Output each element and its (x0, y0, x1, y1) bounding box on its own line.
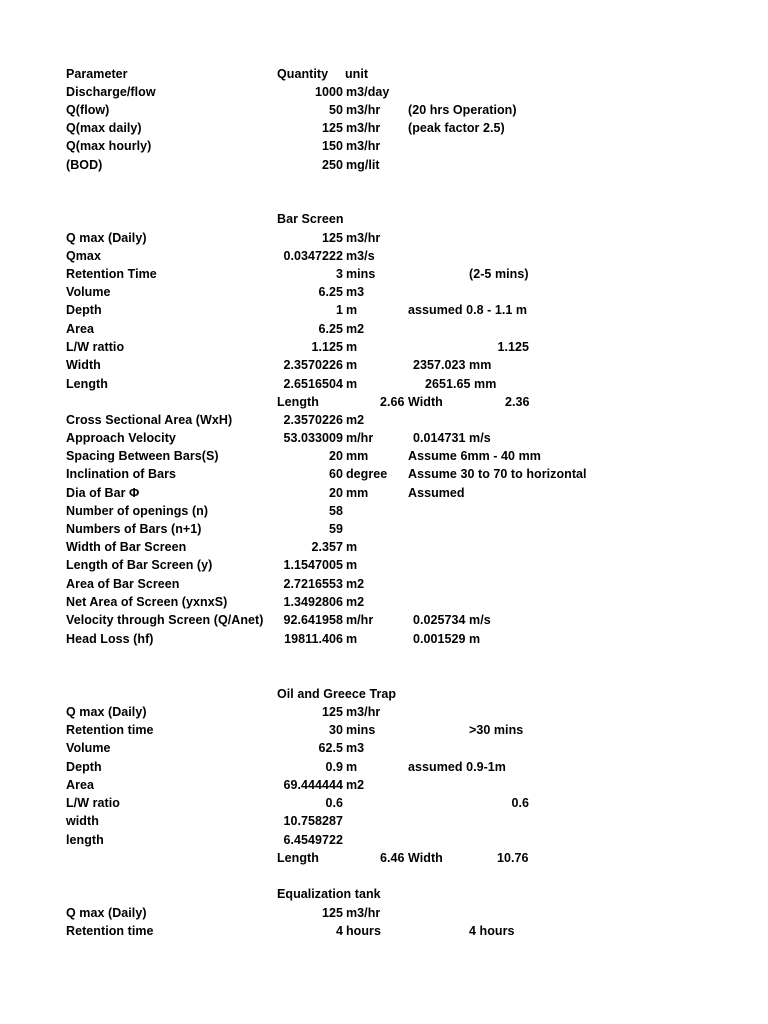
summary-width-value: 2.36 (505, 395, 530, 409)
table-row (0, 101, 768, 119)
row-unit: m3/hr (346, 906, 381, 920)
table-row (0, 630, 768, 648)
section-title-row (0, 685, 768, 703)
row-unit: m (346, 632, 358, 646)
row-label: Width (66, 358, 101, 372)
row-label: Q(max daily) (66, 121, 142, 135)
row-quantity: 1.3492806 (283, 595, 343, 609)
row-label: Net Area of Screen (yxnxS) (66, 595, 228, 609)
row-label: Head Loss (hf) (66, 632, 154, 646)
row-quantity: 59 (328, 522, 343, 536)
table-row (0, 265, 768, 283)
row-quantity: 2.3570226 (283, 358, 343, 372)
table-row (0, 137, 768, 155)
row-quantity: 2.3570226 (283, 413, 343, 427)
table-row (0, 922, 768, 940)
row-quantity: 62.5 (318, 741, 343, 755)
row-quantity: 250 (321, 158, 343, 172)
table-row (0, 739, 768, 757)
row-unit: m3/s (346, 249, 375, 263)
row-label: length (66, 833, 104, 847)
summary-row (0, 393, 768, 411)
row-label: L/W rattio (66, 340, 125, 354)
row-unit: m (346, 540, 358, 554)
row-quantity: 6.4549722 (283, 833, 343, 847)
table-row (0, 247, 768, 265)
row-quantity: 58 (328, 504, 343, 518)
row-quantity: 1000 (314, 85, 343, 99)
row-quantity: 2.7216553 (283, 577, 343, 591)
summary-row (0, 849, 768, 867)
row-unit: m3/day (346, 85, 390, 99)
row-note: (20 hrs Operation) (408, 103, 517, 117)
section-title-row (0, 885, 768, 903)
row-label: Retention time (66, 924, 154, 938)
table-row (0, 575, 768, 593)
row-label: Depth (66, 303, 102, 317)
header-row (0, 65, 768, 83)
row-label: Area (66, 322, 94, 336)
row-unit: m2 (346, 778, 365, 792)
row-unit: mg/lit (346, 158, 380, 172)
row-conversion: 0.001529 m (413, 632, 481, 646)
row-label: Retention time (66, 723, 154, 737)
row-conversion: 2357.023 mm (413, 358, 492, 372)
row-quantity: 2.6516504 (283, 377, 343, 391)
row-quantity: 6.25 (318, 322, 343, 336)
row-unit: m3/hr (346, 103, 381, 117)
section-title: Bar Screen (277, 212, 344, 226)
row-label: Length (66, 377, 108, 391)
table-row (0, 429, 768, 447)
row-unit: m2 (346, 413, 365, 427)
row-label: Discharge/flow (66, 85, 156, 99)
row-unit: mm (346, 449, 369, 463)
row-conversion: 0.025734 m/s (413, 613, 491, 627)
row-quantity: 92.641958 (283, 613, 343, 627)
table-row (0, 831, 768, 849)
row-quantity: 1.125 (311, 340, 343, 354)
header-quantity: Quantity (277, 67, 329, 81)
summary-length-label: Length (277, 395, 319, 409)
row-unit: m/hr (346, 613, 374, 627)
row-label: Area (66, 778, 94, 792)
row-label: Area of Bar Screen (66, 577, 180, 591)
row-label: Number of openings (n) (66, 504, 209, 518)
table-row (0, 538, 768, 556)
row-ratio: 0.6 (511, 796, 529, 810)
summary-width-label: Width (408, 851, 443, 865)
row-unit: m3/hr (346, 139, 381, 153)
table-row (0, 502, 768, 520)
row-label: Qmax (66, 249, 101, 263)
table-row (0, 520, 768, 538)
row-quantity: 125 (321, 231, 343, 245)
row-quantity: 1.1547005 (283, 558, 343, 572)
row-quantity: 0.6 (325, 796, 343, 810)
row-label: Length of Bar Screen (y) (66, 558, 213, 572)
row-note: Assumed (408, 486, 465, 500)
row-unit: mm (346, 486, 369, 500)
row-quantity: 19811.406 (284, 632, 343, 646)
table-row (0, 229, 768, 247)
row-quantity: 150 (321, 139, 343, 153)
row-label: Volume (66, 285, 111, 299)
table-row (0, 375, 768, 393)
row-quantity: 69.444444 (283, 778, 343, 792)
section-title-row (0, 210, 768, 228)
summary-width-label: Width (408, 395, 443, 409)
row-label: Velocity through Screen (Q/Anet) (66, 613, 264, 627)
row-unit: hours (346, 924, 381, 938)
row-unit: m (346, 340, 358, 354)
table-row (0, 447, 768, 465)
row-label: Q max (Daily) (66, 906, 147, 920)
table-row (0, 320, 768, 338)
row-unit: m (346, 303, 358, 317)
row-quantity: 20 (328, 449, 343, 463)
table-row (0, 593, 768, 611)
table-row (0, 465, 768, 483)
row-unit: m2 (346, 595, 365, 609)
row-unit: m3/hr (346, 121, 381, 135)
row-label: Q max (Daily) (66, 705, 147, 719)
section-title: Equalization tank (277, 887, 381, 901)
row-quantity: 125 (321, 121, 343, 135)
row-note: (peak factor 2.5) (408, 121, 505, 135)
section-title: Oil and Greece Trap (277, 687, 397, 701)
row-unit: m2 (346, 577, 365, 591)
row-quantity: 6.25 (318, 285, 343, 299)
row-quantity: 53.033009 (283, 431, 343, 445)
row-label: (BOD) (66, 158, 103, 172)
table-row (0, 611, 768, 629)
row-quantity: 1 (335, 303, 343, 317)
row-quantity: 60 (328, 467, 343, 481)
header-unit: unit (345, 67, 369, 81)
summary-length-label: Length (277, 851, 319, 865)
table-row (0, 904, 768, 922)
table-row (0, 356, 768, 374)
header-parameter: Parameter (66, 67, 128, 81)
row-quantity: 3 (335, 267, 343, 281)
row-label: Width of Bar Screen (66, 540, 187, 554)
row-label: Spacing Between Bars(S) (66, 449, 219, 463)
row-quantity: 2.357 (311, 540, 343, 554)
row-quantity: 0.9 (325, 760, 343, 774)
row-quantity: 125 (321, 906, 343, 920)
row-label: Q max (Daily) (66, 231, 147, 245)
row-unit: m (346, 358, 358, 372)
row-unit: mins (346, 267, 376, 281)
summary-width-value: 10.76 (497, 851, 529, 865)
table-row (0, 703, 768, 721)
row-unit: m2 (346, 322, 365, 336)
table-row (0, 283, 768, 301)
table-row (0, 301, 768, 319)
row-conversion: 0.014731 m/s (413, 431, 491, 445)
row-unit: m3/hr (346, 705, 381, 719)
row-unit: mins (346, 723, 376, 737)
row-label: Cross Sectional Area (WxH) (66, 413, 233, 427)
row-unit: m (346, 760, 358, 774)
row-quantity: 50 (328, 103, 343, 117)
table-row (0, 812, 768, 830)
row-conversion: 2651.65 mm (425, 377, 497, 391)
table-row (0, 776, 768, 794)
row-label: L/W ratio (66, 796, 120, 810)
table-row (0, 338, 768, 356)
row-label: Volume (66, 741, 111, 755)
table-row (0, 758, 768, 776)
row-note: Assume 6mm - 40 mm (408, 449, 541, 463)
row-label: Inclination of Bars (66, 467, 176, 481)
table-row (0, 721, 768, 739)
row-unit: m (346, 558, 358, 572)
row-range: (2-5 mins) (469, 267, 529, 281)
row-quantity: 125 (321, 705, 343, 719)
row-unit: m3 (346, 741, 365, 755)
row-quantity: 10.758287 (283, 814, 343, 828)
row-unit: m3/hr (346, 231, 381, 245)
row-label: Numbers of Bars (n+1) (66, 522, 202, 536)
table-row (0, 794, 768, 812)
row-label: Q(flow) (66, 103, 110, 117)
row-note: Assume 30 to 70 to horizontal (408, 467, 587, 481)
row-ratio: 1.125 (497, 340, 529, 354)
table-row (0, 556, 768, 574)
row-label: Approach Velocity (66, 431, 176, 445)
row-quantity: 30 (328, 723, 343, 737)
table-row (0, 484, 768, 502)
row-range: >30 mins (469, 723, 524, 737)
row-quantity: 4 (335, 924, 343, 938)
table-row (0, 119, 768, 137)
row-label: width (66, 814, 99, 828)
row-unit: degree (346, 467, 388, 481)
row-quantity: 20 (328, 486, 343, 500)
row-label: Q(max hourly) (66, 139, 152, 153)
row-label: Retention Time (66, 267, 157, 281)
row-note: assumed 0.9-1m (408, 760, 506, 774)
table-row (0, 411, 768, 429)
row-note: assumed 0.8 - 1.1 m (408, 303, 528, 317)
row-label: Dia of Bar Φ (66, 486, 140, 500)
table-row (0, 156, 768, 174)
row-quantity: 0.0347222 (283, 249, 343, 263)
row-label: Depth (66, 760, 102, 774)
row-unit: m (346, 377, 358, 391)
row-range: 4 hours (469, 924, 515, 938)
summary-length-value: 6.46 (380, 851, 405, 865)
row-unit: m/hr (346, 431, 374, 445)
row-unit: m3 (346, 285, 365, 299)
summary-length-value: 2.66 (380, 395, 405, 409)
table-row (0, 83, 768, 101)
